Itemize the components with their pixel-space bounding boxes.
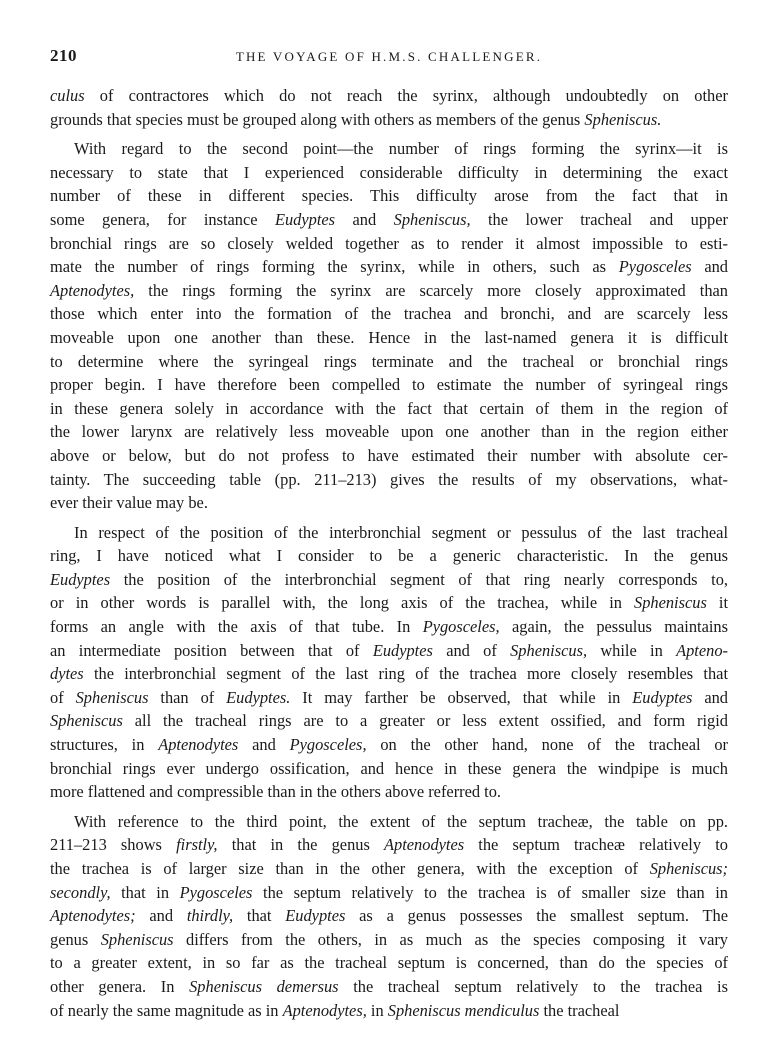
text-line: bronchial rings ever undergo ossification, and hence in these genera the windpipe is much [50,758,728,778]
text-line: mate the number of rings forming the syrinx, while in others, such as Pygosceles and [50,257,729,277]
page-header [50,46,728,70]
page-number: 210 [50,46,77,65]
text-line: secondly, that in Pygosceles the septum relatively to the trachea is of smaller size than in [50,882,728,902]
text-line: or in other words is parallel with, the long axis of the trachea, while in Spheniscus it [50,593,728,613]
text-line: Spheniscus all the tracheal rings are to a greater or less extent ossified, and form rigid [50,711,728,731]
italic-term: Aptenodytes [158,735,239,755]
text-line: other genera. In Spheniscus demersus the tracheal septum relatively to the trachea is [50,976,728,996]
italic-term: Spheniscus [50,711,123,731]
italic-term: Pygosceles, [289,735,367,755]
text-line: Eudyptes the position of the interbronchial segment of that ring nearly corresponds to, [50,569,728,589]
text-line: Aptenodytes; and thirdly, that Eudyptes as a genus possesses the smallest septum. The [50,906,728,926]
paragraph [50,810,728,1022]
italic-term: Pygosceles [179,882,253,902]
text-line: With regard to the second point—the number of rings forming the syrinx—it is [74,139,728,159]
italic-term: Eudyptes. [226,687,291,707]
running-title: THE VOYAGE OF H.M.S. CHALLENGER. [235,49,543,64]
italic-term: Aptenodytes [384,835,465,855]
text-line: forms an angle with the axis of that tube. In Pygosceles, again, the pessulus maintains [50,617,728,637]
paragraph [50,84,728,131]
text-line: necessary to state that I experienced considerable difficulty in determining the exact [50,162,728,182]
italic-term: Eudyptes [372,640,433,660]
text-line: ring, I have noticed what I consider to be a generic characteristic. In the genus [50,546,728,566]
italic-term: Spheniscus [75,687,149,707]
text-line: of Spheniscus than of Eudyptes. It may farther be observed, that while in Eudyptes and [50,687,728,707]
italic-term: Spheniscus. [584,109,662,129]
italic-term: dytes [50,664,84,684]
italic-term: thirdly, [186,906,234,926]
italic-term: Apteno- [676,640,728,660]
italic-term: Spheniscus; [649,859,728,878]
italic-term: Eudyptes [632,687,693,707]
text-line: grounds that species must be grouped along with others as members of the genus Spheniscus. [50,109,662,129]
text-line: structures, in Aptenodytes and Pygosceles, on the other hand, none of the tracheal or [50,735,728,755]
italic-term: Eudyptes [50,569,111,589]
text-line: proper begin. I have therefore been compelled to estimate the number of syringeal rings [50,375,728,395]
text-line: in these genera solely in accordance with the fact that certain of them in the region of [50,398,728,418]
text-line: those which enter into the formation of the trachea and bronchi, and are scarcely less [50,304,728,324]
text-line: the trachea is of larger size than in the other genera, with the exception of Spheniscus; [50,859,728,878]
italic-term: Spheniscus mendiculus [387,1000,540,1020]
text-line: above or below, but do not profess to have estimated their number with absolute cer- [50,445,728,465]
italic-term: Eudyptes [274,209,336,229]
text-line: With reference to the third point, the extent of the septum tracheæ, the table on pp. [74,811,728,831]
text-line: 211–213 shows firstly, that in the genus Aptenodytes the septum tracheæ relatively to [50,835,728,855]
text-line: culus of contractores which do not reach the syrinx, although undoubtedly on other [50,86,728,105]
italic-term: Pygosceles [618,257,692,277]
italic-term: Spheniscus, [393,209,471,229]
italic-term: Eudyptes [285,906,346,926]
italic-term: Spheniscus [634,593,707,613]
body-text [50,84,728,1022]
italic-term: secondly, [50,882,111,902]
text-line: genus Spheniscus differs from the others, in as much as the species composing it vary [50,929,728,949]
text-line: some genera, for instance Eudyptes and Spheniscus, the lower tracheal and upper [50,209,728,229]
text-line: dytes the interbronchial segment of the last ring of the trachea more closely resembles that [50,664,728,684]
italic-term: Pygosceles, [422,617,500,637]
italic-term: Aptenodytes, [50,280,135,300]
text-line: to a greater extent, in so far as the tracheal septum is concerned, than do the species of [50,953,728,973]
italic-term: firstly, [176,835,218,855]
italic-term: Aptenodytes; [50,906,136,926]
text-line: Aptenodytes, the rings forming the syrinx are scarcely more closely approximated than [50,280,728,300]
text-line: tainty. The succeeding table (pp. 211–213) gives the results of my observations, what- [50,469,728,489]
text-line: the lower larynx are relatively less moveable upon one another than in the region either [50,422,728,442]
text-line: more flattened and compressible than in the others above referred to. [50,782,502,802]
italic-term: Spheniscus demersus [189,976,339,996]
text-line: an intermediate position between that of Eudyptes and of Spheniscus, while in Apteno- [50,640,728,660]
italic-term: Spheniscus, [510,640,588,660]
text-line: In respect of the position of the interbronchial segment or pessulus of the last tracheal [74,522,728,542]
text-line: ever their value may be. [50,493,208,513]
italic-term: Aptenodytes, [282,1000,367,1020]
italic-term: culus [50,86,85,105]
paragraph [50,137,728,515]
text-line: moveable upon one another than these. Hence in the last-named genera it is difficult [50,327,728,347]
text-line: to determine where the syringeal rings terminate and the tracheal or bronchial rings [50,351,728,371]
paragraph [50,521,728,804]
text-line: of nearly the same magnitude as in Aptenodytes, in Spheniscus mendiculus the tracheal [50,1000,620,1020]
text-line: bronchial rings are so closely welded together as to render it almost impossible to esti- [50,233,728,253]
text-line: number of these in different species. This difficulty arose from the fact that in [50,186,728,206]
italic-term: Spheniscus [100,929,174,949]
